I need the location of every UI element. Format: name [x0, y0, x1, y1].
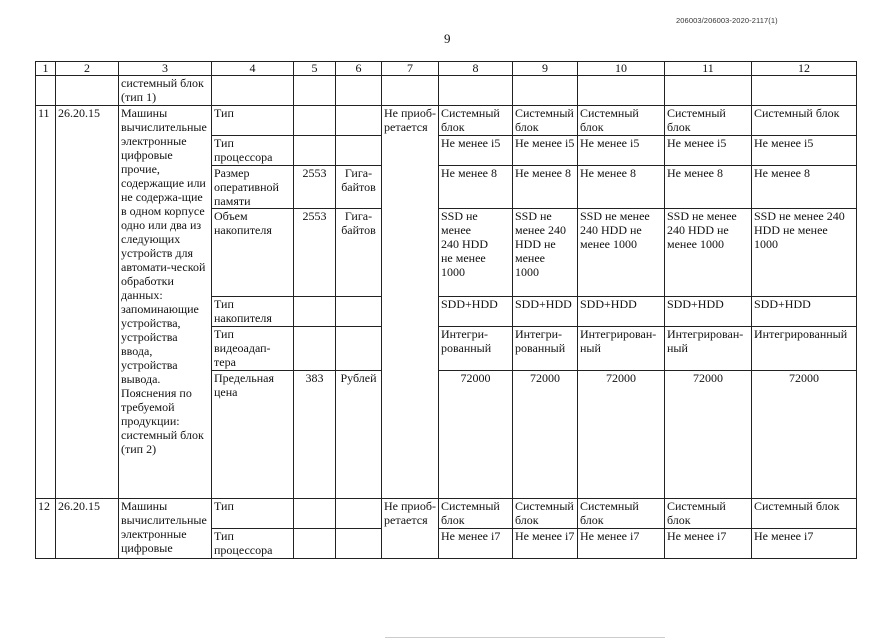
value-cell: 72000 [513, 371, 578, 499]
value-cell: Не менее i7 [665, 529, 752, 559]
value-cell: Не менее i5 [578, 136, 665, 166]
value-cell: Не менее 8 [665, 166, 752, 209]
header-cell: 4 [212, 62, 294, 76]
header-cell: 11 [665, 62, 752, 76]
value-cell [513, 209, 578, 297]
characteristic: Предельная цена [212, 371, 294, 499]
value-cell: Не менее i5 [665, 136, 752, 166]
characteristic: Тип видеоадап-тера [212, 327, 294, 371]
okei-code [294, 529, 336, 559]
table-row [36, 76, 857, 106]
value-cell: Системный блок [665, 499, 752, 529]
header-cell: 12 [752, 62, 857, 76]
okei-code [294, 297, 336, 327]
unit [336, 327, 382, 371]
value-cell: Системный блок [513, 499, 578, 529]
table-row [36, 106, 857, 136]
unit: Гига-байтов [336, 209, 382, 297]
value-cell: Системный блок [578, 499, 665, 529]
product-name: Машины вычислительные электронные цифровые прочие, содержащие или не содержа-щие в одном корпусе одно или два из следующих устройств для автомати-ческой обработки данных: запоминающие устройства, устройства ввода, устройства вывода. Пояснения по требуемой продукции: системный блок (тип 2) [119, 106, 212, 499]
okei-code: 2553 [294, 209, 336, 297]
table-row [36, 499, 857, 529]
value-cell: Системный блок [439, 106, 513, 136]
okei-code [294, 327, 336, 371]
value-cell: Системный блок [752, 499, 857, 529]
value-cell: Не менее i7 [513, 529, 578, 559]
value-text: SSD не менее 240 HDD не менее 1000 [515, 209, 566, 279]
value-cell: SDD+HDD [752, 297, 857, 327]
header-cell: 1 [36, 62, 56, 76]
value-text: SSD не менее 240 HDD не менее 1000 [441, 209, 488, 279]
value-cell: Интегри-рованный [439, 327, 513, 371]
header-cell: 7 [382, 62, 439, 76]
value-cell: Не менее i5 [752, 136, 857, 166]
value-cell [439, 209, 513, 297]
characteristic: Тип накопителя [212, 297, 294, 327]
value-cell: SSD не менее 240 HDD не менее 1000 [578, 209, 665, 297]
okei-code [294, 106, 336, 136]
unit [336, 106, 382, 136]
okei-code: 2553 [294, 166, 336, 209]
okpd-code: 26.20.15 [56, 499, 119, 559]
value-cell: Интегри-рованный [513, 327, 578, 371]
product-name: системный блок (тип 1) [119, 76, 212, 106]
value-cell: Не менее 8 [578, 166, 665, 209]
header-cell: 10 [578, 62, 665, 76]
okei-code: 383 [294, 371, 336, 499]
header-row [36, 62, 857, 76]
okei-code [294, 499, 336, 529]
value-cell: Интегрирован-ный [665, 327, 752, 371]
unit [336, 136, 382, 166]
characteristic: Тип процессора [212, 529, 294, 559]
value-cell: Не менее i7 [439, 529, 513, 559]
header-cell: 8 [439, 62, 513, 76]
value-cell: Системный блок [439, 499, 513, 529]
value-cell: Системный блок [665, 106, 752, 136]
document-reference: 206003/206003-2020-2117(1) [676, 16, 778, 25]
value-cell: Не менее 8 [752, 166, 857, 209]
requirements-table [35, 61, 857, 559]
col7-value: Не приоб-ретается [382, 106, 439, 499]
value-cell: Системный блок [752, 106, 857, 136]
value-cell: Системный блок [513, 106, 578, 136]
value-cell: Не менее i5 [439, 136, 513, 166]
characteristic: Тип [212, 499, 294, 529]
value-cell: Не менее i5 [513, 136, 578, 166]
value-cell: SDD+HDD [513, 297, 578, 327]
okpd-code: 26.20.15 [56, 106, 119, 499]
value-cell: SSD не менее 240 HDD не менее 1000 [752, 209, 857, 297]
unit [336, 297, 382, 327]
value-cell: Не менее 8 [513, 166, 578, 209]
characteristic: Тип процессора [212, 136, 294, 166]
characteristic: Объем накопителя [212, 209, 294, 297]
col7-value: Не приоб-ретается [382, 499, 439, 559]
row-number: 12 [36, 499, 56, 559]
header-cell: 2 [56, 62, 119, 76]
unit [336, 529, 382, 559]
value-cell: Не менее i7 [578, 529, 665, 559]
page-edge-line [385, 637, 665, 638]
value-cell: 72000 [578, 371, 665, 499]
value-cell: Интегрированный [752, 327, 857, 371]
page-number: 9 [444, 31, 451, 46]
characteristic: Размер оперативной памяти [212, 166, 294, 209]
value-cell: SDD+HDD [578, 297, 665, 327]
value-cell: SSD не менее 240 HDD не менее 1000 [665, 209, 752, 297]
value-cell: Не менее i7 [752, 529, 857, 559]
value-cell: Не менее 8 [439, 166, 513, 209]
value-cell: SDD+HDD [665, 297, 752, 327]
row-number: 11 [36, 106, 56, 499]
unit: Гига-байтов [336, 166, 382, 209]
value-cell: 72000 [752, 371, 857, 499]
unit: Рублей [336, 371, 382, 499]
header-cell: 6 [336, 62, 382, 76]
value-cell: 72000 [665, 371, 752, 499]
product-name: Машины вычислительные электронные цифровые [119, 499, 212, 559]
okei-code [294, 136, 336, 166]
unit [336, 499, 382, 529]
header-cell: 5 [294, 62, 336, 76]
value-cell: 72000 [439, 371, 513, 499]
header-cell: 9 [513, 62, 578, 76]
characteristic: Тип [212, 106, 294, 136]
value-cell: SDD+HDD [439, 297, 513, 327]
header-cell: 3 [119, 62, 212, 76]
value-cell: Интегрирован-ный [578, 327, 665, 371]
value-cell: Системный блок [578, 106, 665, 136]
